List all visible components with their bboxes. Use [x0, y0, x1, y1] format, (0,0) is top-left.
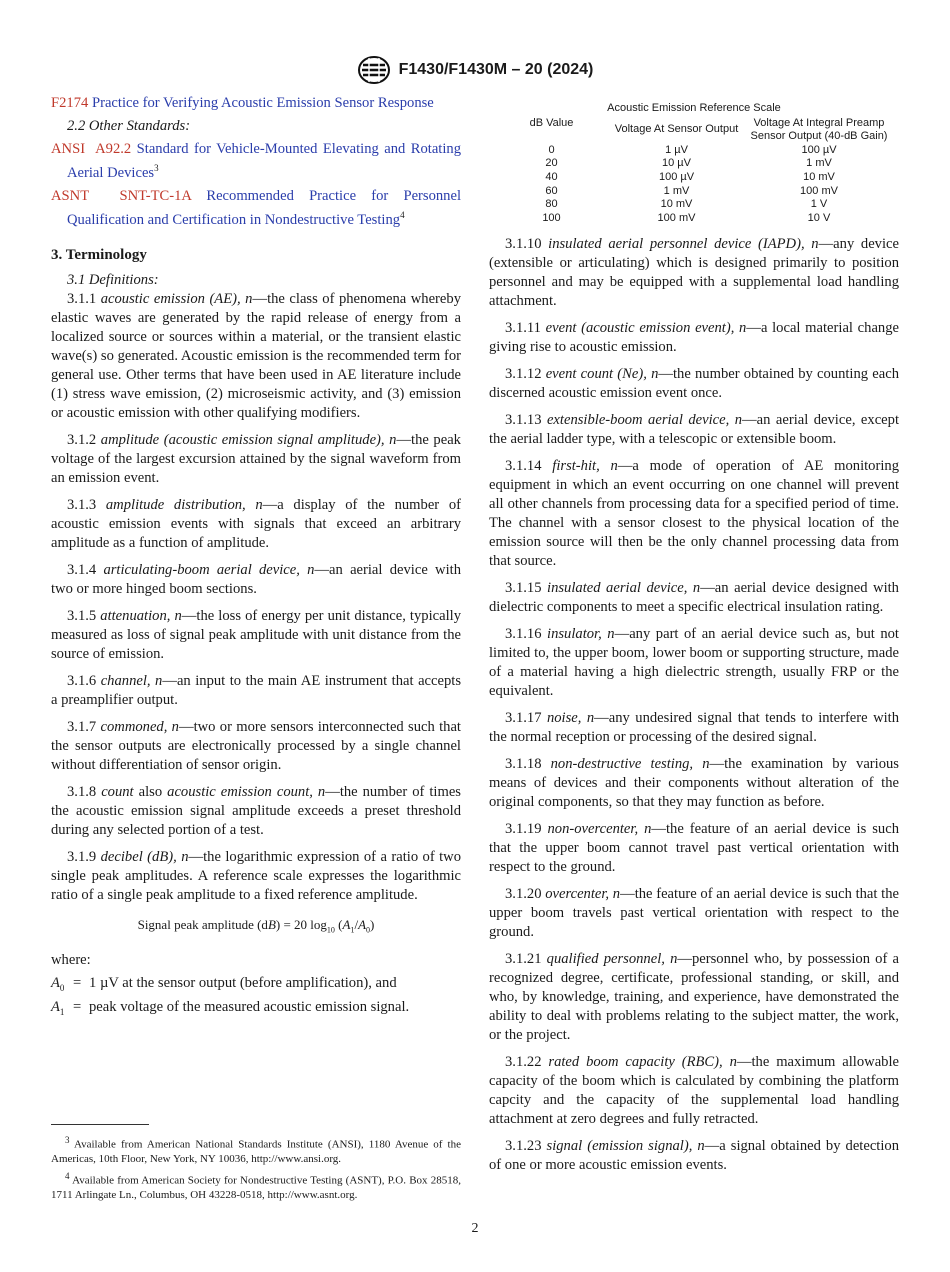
table-row	[489, 157, 899, 171]
definition-number: 3.1.8	[67, 783, 97, 800]
definition-number: 3.1.19	[505, 821, 542, 838]
right-definitions	[489, 235, 899, 1175]
table-cell: 0	[548, 143, 555, 156]
definition-3-1-10	[489, 235, 899, 311]
definition-text: —personnel who, by possession of a recognized degree, certificate, professional standing, or skill, and who, by knowledge, training, and experience, have demonstrated the ability to deal with problems relating to the subject matter, the work, or the project.	[489, 951, 899, 1044]
document-id: F1430/F1430M – 20 (2024)	[398, 61, 594, 78]
definition-3-1-21	[489, 950, 899, 1045]
definition-number: 3.1.11	[505, 320, 541, 337]
definition-3-1-14	[489, 457, 899, 571]
definition-term: attenuation, n	[100, 607, 182, 624]
definition-term: qualified personnel, n	[546, 951, 678, 968]
definition-text: —an input to the main AE instrument that accepts a preamplifier output.	[51, 672, 462, 708]
table-header: Voltage At Sensor Output	[614, 123, 739, 136]
definition-text: —a signal obtained by detection of one or more acoustic emission events.	[489, 1138, 900, 1174]
page-header	[0, 55, 950, 85]
symbol-a0: $A_0$	[51, 975, 65, 994]
equals-sign: =	[73, 999, 82, 1016]
definition-text: —the number of times the acoustic emission signal amplitude exceeds a preset threshold during any selected portion of a test.	[51, 783, 461, 838]
definition-term: channel, n	[100, 672, 163, 689]
definition-text: —the number obtained by counting each discerned acoustic emission event once.	[489, 366, 900, 402]
definition-text: —the feature of an aerial device is such that the upper boom travels past vertical orientation with respect to the ground.	[489, 886, 900, 941]
left-definitions	[51, 290, 461, 905]
definition-3-1-11	[489, 319, 899, 357]
symbol-definition: 1 µV at the sensor output (before amplification), and	[89, 975, 397, 992]
table-cell: 1 V	[810, 198, 828, 211]
definition-term: insulated aerial personnel device (IAPD), n	[548, 236, 819, 253]
definition-3-1-13	[489, 411, 899, 449]
definition-term: extensible-boom aerial device, n	[546, 412, 743, 429]
definition-number: 3.1.15	[505, 580, 542, 597]
reference-ansi	[51, 140, 461, 183]
footnote-divider	[51, 1124, 149, 1125]
left-column	[51, 94, 461, 1022]
definition-number: 3.1.7	[67, 718, 97, 735]
table-row	[489, 198, 899, 212]
definition-text: —the examination by various means of devices and their components without alteration of the original components, so that they may function as before.	[489, 756, 899, 811]
right-column	[489, 98, 899, 1183]
table-cell: 40	[545, 170, 558, 183]
reference-f2174	[51, 94, 461, 113]
ref-org: ANSI	[51, 141, 86, 157]
definition-term: non-destructive testing, n	[550, 756, 710, 773]
footnote-marker: 3	[154, 163, 159, 173]
table-cell: 100 µV	[658, 170, 695, 183]
definition-text: —any part of an aerial device such as, but not limited to, the upper boom, lower boom or supporting structure, made of a material having a high dielectric strength, usually FRP or the equivalent.	[489, 626, 899, 700]
definition-number: 3.1.20	[505, 886, 542, 903]
ref-code-link[interactable]: SNT-TC-1A	[119, 187, 192, 204]
definition-number: 3.1.21	[505, 951, 542, 968]
definition-3-1-12	[489, 365, 899, 403]
where-label: where:	[51, 952, 91, 969]
decibel-equation: Signal peak amplitude (dB) = 20 $\log_{10} (A_1/A_0)$	[137, 916, 375, 935]
definition-text: —the class of phenomena whereby elastic waves are generated by the rapid release of energy from a localized source or sources within a material, or the transient elastic wave(s) so generated. Acoustic emission is the recommended term for general use. Other terms that have been used in AE literature include (1) stress wave emission, (2) microseismic activity, and (3) emission or acoustic emission with other qualifying modifiers.	[51, 290, 461, 421]
definition-3-1-22	[489, 1053, 899, 1129]
definition-term: signal (emission signal), n	[546, 1138, 705, 1155]
definition-number: 3.1.9	[67, 848, 97, 865]
definition-text: —any undesired signal that tends to interfere with the normal reception or processing of the desired signal.	[489, 710, 900, 746]
definition-term: rated boom capacity (RBC), n	[548, 1054, 737, 1071]
table-cell: 1 mV	[806, 157, 832, 170]
astm-logo-icon	[357, 55, 391, 85]
definition-3-1-1	[51, 290, 461, 423]
definition-term: amplitude distribution, n	[105, 496, 263, 513]
table-cell: 20	[545, 157, 558, 170]
definition-number: 3.1.5	[67, 607, 97, 624]
definition-3-1-18	[489, 755, 899, 812]
table-caption: Acoustic Emission Reference Scale	[607, 102, 781, 114]
footnote-marker: 4	[400, 209, 405, 220]
definition-term: articulating-boom aerial device, n	[103, 561, 315, 578]
definition-text: —the loss of energy per unit distance, typically measured as loss of signal peak amplitude with unit distance from the source of emission.	[51, 607, 461, 662]
definition-number: 3.1.2	[67, 431, 97, 448]
definition-number: 3.1.1	[67, 290, 97, 307]
definition-term: insulator, n	[547, 626, 615, 643]
table-cell: 10 µV	[662, 157, 691, 170]
table-cell: 10 mV	[660, 198, 693, 211]
ref-title-link[interactable]: Standard for Vehicle-Mounted Elevating and Rotating Aerial Devices	[67, 141, 461, 181]
definition-text: —an aerial device designed with dielectric components to meet a specific electrical insulation rating.	[489, 580, 899, 616]
subsection-heading: 2.2 Other Standards:	[67, 118, 191, 134]
definition-term: event count (Ne), n	[545, 366, 659, 383]
definition-3-1-5	[51, 607, 461, 664]
table-cell: 1 mV	[663, 184, 690, 197]
table-header: dB Value	[529, 116, 574, 129]
footnote: $^3$ Available from American National Standards Institute (ANSI), 1180 Avenue of the Americas, 10th Floor, New York, NY 10036, http://www.ansi.org.	[51, 1135, 461, 1166]
table-cell: 100 mV	[657, 211, 696, 224]
definition-term: decibel (dB), n	[100, 848, 189, 865]
ref-title-link[interactable]: Practice for Verifying Acoustic Emission Sensor Response	[91, 95, 434, 111]
definition-term: noise, n	[546, 710, 595, 727]
definition-term: acoustic emission (AE), n	[100, 290, 253, 307]
definition-3-1-6	[51, 672, 461, 710]
definition-3-1-19	[489, 820, 899, 877]
symbol-a1: $A_1$	[51, 999, 65, 1018]
equals-sign: =	[73, 975, 82, 992]
section-title: 3. Terminology	[51, 246, 147, 263]
definition-text: —an aerial device with two or more hinged boom sections.	[51, 561, 461, 597]
table-cell: 80	[545, 198, 558, 211]
definition-3-1-16	[489, 625, 899, 701]
definition-3-1-3	[51, 496, 461, 553]
definition-term: first-hit, n	[552, 458, 618, 475]
definition-number: 3.1.14	[505, 458, 542, 475]
definition-number: 3.1.13	[505, 412, 542, 429]
definition-term: commoned, n	[100, 718, 179, 735]
where-list	[51, 974, 461, 1022]
definition-3-1-4	[51, 561, 461, 599]
ref-code-link[interactable]: A92.2	[95, 141, 132, 157]
definition-number: 3.1.4	[67, 561, 97, 578]
definition-text: —the logarithmic expression of a ratio of two single peak amplitudes. A reference scale expresses the logarithmic ratio of a single peak amplitude to a fixed reference amplitude.	[51, 848, 462, 903]
reference-asnt	[51, 187, 461, 230]
table-row	[489, 185, 899, 199]
definition-3-1-7	[51, 718, 461, 775]
table-header: Voltage At Integral Preamp Sensor Output (40-dB Gain)	[750, 116, 888, 143]
ref-code-link[interactable]: F2174	[51, 95, 89, 111]
definition-term: amplitude (acoustic emission signal amplitude), n	[100, 431, 397, 448]
definition-3-1-2	[51, 431, 461, 488]
definition-number: 3.1.3	[67, 496, 97, 513]
ref-org: ASNT	[51, 187, 90, 204]
definition-connector: also	[133, 783, 168, 800]
definition-3-1-17	[489, 709, 899, 747]
table-cell: 10 V	[807, 211, 831, 224]
definition-3-1-20	[489, 885, 899, 942]
footnote: $^4$ Available from American Society for Nondestructive Testing (ASNT), P.O. Box 28518, 1711 Arlingate Ln., Columbus, OH 43228-0518, http://www.asnt.org.	[51, 1170, 461, 1202]
symbol-definition: peak voltage of the measured acoustic emission signal.	[89, 999, 410, 1016]
definition-term: count	[101, 783, 134, 800]
definition-number: 3.1.17	[505, 710, 542, 727]
definition-3-1-23	[489, 1137, 899, 1175]
footnotes	[51, 1133, 461, 1205]
table-cell: 100 µV	[801, 143, 837, 156]
definition-number: 3.1.16	[505, 626, 542, 643]
table-cell: 100	[542, 211, 561, 224]
definition-number: 3.1.23	[505, 1138, 542, 1155]
definition-text: —the maximum allowable capacity of the boom which is calculated by combining the platform capcity and the capacity of the supplemental load handling attachment at zero degrees and fully retracted.	[489, 1054, 899, 1128]
definition-text: —a display of the number of acoustic emission events with signals that exceed an arbitrary amplitude as a function of amplitude.	[51, 496, 461, 551]
definition-text: —a local material change giving rise to acoustic emission.	[489, 320, 899, 356]
definition-term: overcenter, n	[545, 886, 621, 903]
definition-text: —the feature of an aerial device is such that the upper boom cannot travel past vertical orientation with respect to the ground.	[489, 821, 899, 876]
definition-3-1-9	[51, 848, 461, 905]
definition-term: acoustic emission count, n	[167, 783, 326, 800]
definition-number: 3.1.18	[505, 756, 542, 773]
table-cell: 100 mV	[800, 184, 838, 197]
definition-3-1-15	[489, 579, 899, 617]
definition-text: —two or more sensors interconnected such that the sensor outputs are electronically processed by a single channel without differentiation of sensor origin.	[51, 718, 461, 773]
table-row	[489, 212, 899, 226]
definition-text: —an aerial device, except the aerial ladder type, with a telescopic or extensible boom.	[489, 412, 900, 448]
definition-text: —the peak voltage of the largest excursion attained by the signal waveform from an emission event.	[51, 431, 461, 486]
ref-title-link[interactable]: Recommended Practice for Personnel Qualification and Certification in Nondestructive Testing	[67, 187, 462, 228]
table-row	[489, 171, 899, 185]
table-row	[489, 144, 899, 158]
definition-text: —a mode of operation of AE monitoring equipment in which an event occurring on one channel will prevent all other channels from processing data for a specified period of time. The channel with a sensor closest to the physical location of the emission source will then be the only channel processing data from that source.	[489, 458, 899, 570]
definition-number: 3.1.12	[505, 366, 542, 383]
definitions-heading: 3.1 Definitions:	[67, 271, 159, 288]
definition-number: 3.1.22	[505, 1054, 542, 1071]
definition-number: 3.1.6	[67, 672, 97, 689]
table-cell: 1 µV	[665, 143, 688, 156]
definition-number: 3.1.10	[505, 236, 542, 253]
table-cell: 60	[545, 184, 558, 197]
page-number: 2	[471, 1221, 479, 1236]
reference-scale-table	[489, 102, 899, 225]
definition-text: —any device (extensible or articulating) which is designed primarily to position personnel and may be equipped with a supplemental load handling attachment.	[489, 236, 899, 310]
table-cell: 10 mV	[803, 170, 835, 183]
definition-term: insulated aerial device, n	[547, 580, 701, 597]
definition-3-1-8	[51, 783, 461, 840]
definition-term: non-overcenter, n	[547, 821, 652, 838]
definition-term: event (acoustic emission event), n	[545, 320, 747, 337]
